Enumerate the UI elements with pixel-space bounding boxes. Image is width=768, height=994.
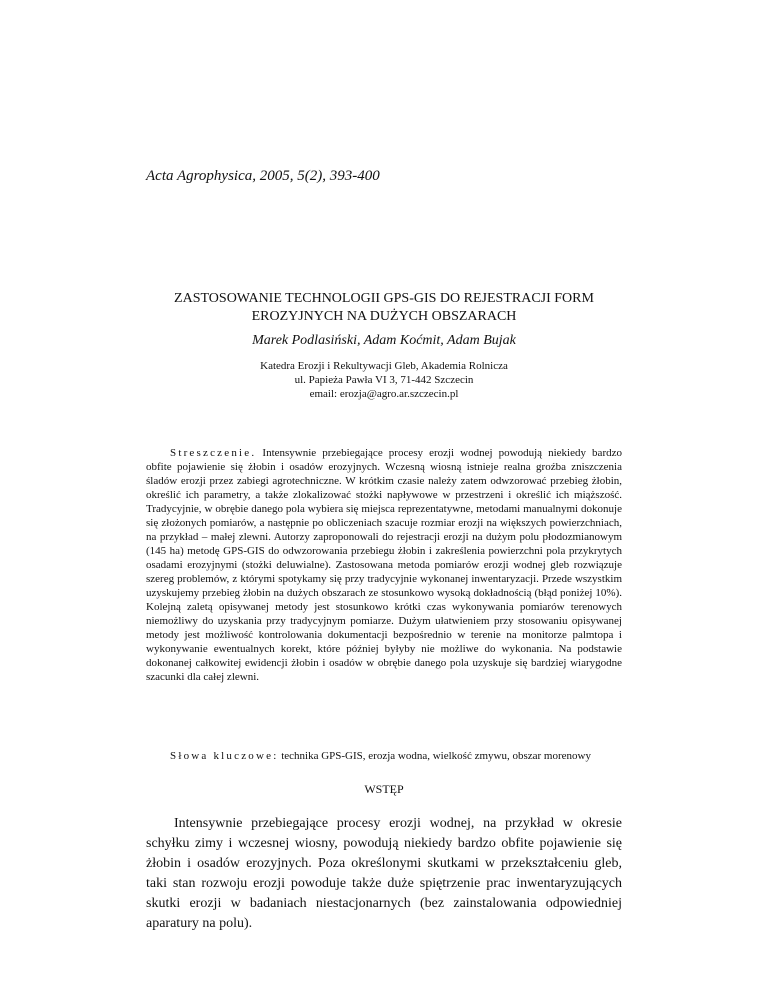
keywords-label: Słowa kluczowe: — [170, 750, 279, 762]
abstract — [146, 446, 622, 684]
abstract-label: Streszczenie. — [170, 447, 257, 459]
affiliation — [140, 359, 628, 401]
journal-citation: Acta Agrophysica, 2005, 5(2), 393-400 — [146, 168, 380, 184]
body-paragraph: Intensywnie przebiegające procesy erozji wodnej, na przykład w okresie schyłku zimy i wczesnej wiosny, powodują niekiedy bardzo obfite pojawienie się żłobin i osadów erozyjnych. Poza określonymi skutkami w przekształceniu gleb, taki stan rozwoju erozji powoduje także duże spiętrzenie prac inwentaryzujących skutki erozji w badaniach niestacjonarnych (bez zainstalowania odpowiedniej aparatury na polu). — [146, 816, 622, 931]
authors: Marek Podlasiński, Adam Koćmit, Adam Bujak — [252, 333, 516, 348]
affiliation-line: Katedra Erozji i Rekultywacji Gleb, Akademia Rolnicza — [260, 360, 508, 372]
keywords — [146, 749, 622, 763]
paper-title: ZASTOSOWANIE TECHNOLOGII GPS-GIS DO REJESTRACJI FORM EROZYJNYCH NA DUŻYCH OBSZARACH — [174, 291, 594, 324]
section-heading: WSTĘP — [364, 782, 404, 796]
abstract-text: Intensywnie przebiegające procesy erozji wodnej powodują niekiedy bardzo obfite pojawienie się żłobin i osadów erozyjnych. Wczesną wiosną istnieje realna groźba zniszczenia śladów erozji przez zabiegi agrotechniczne. W krótkim czasie należy zatem odwzorować przebieg żłobin, określić ich parametry, a także zlokalizować stożki napływowe w przestrzeni i określić ich miąższość. Tradycyjnie, w obrębie danego pola wybiera się miejsca reprezentatywne, metodami manualnymi dokonuje się złożonych pomiarów, a następnie po obliczeniach szacuje rozmiar erozji na większych powierzchniach, na przykład – małej zlewni. Autorzy zaproponowali do rejestracji erozji na dużym polu płodozmianowym (145 ha) metodę GPS-GIS do odwzorowania przebiegu żłobin i zakreślenia powierzchni pola przykrytych osadami erozyjnymi (stożki deluwialne). Zastosowana metoda pomiarów erozji wodnej gleb rozwiązuje szereg problemów, z którymi spotykamy się przy tradycyjnie wykonanej inwentaryzacji. Przede wszystkim uzyskujemy przebieg żłobin na dużych obszarach ze stosunkowo wysoką dokładnością (błąd poniżej 10%). Kolejną zaletą opisywanej metody jest stosunkowo krótki czas wykonywania pomiarów terenowych niemożliwy do uzyskania przy tradycyjnym pomiarze. Dużym ułatwieniem przy stosowaniu opisywanej metody jest możliwość kontrolowania dokumentacji bezpośrednio w terenie na monitorze palmtopa i wykonywanie ewentualnych korekt, które później byłyby nie możliwe do wykonania. Na podstawie dokonanej całkowitej ewidencji żłobin i osadów w obrębie danego pola uzyskuje się bardziej wiarygodne szacunki dla całej zlewni. — [146, 447, 622, 683]
keywords-text: technika GPS-GIS, erozja wodna, wielkość zmywu, obszar morenowy — [281, 750, 591, 762]
affiliation-email: email: erozja@agro.ar.szczecin.pl — [309, 388, 459, 400]
affiliation-address: ul. Papieża Pawła VI 3, 71-442 Szczecin — [294, 374, 474, 386]
